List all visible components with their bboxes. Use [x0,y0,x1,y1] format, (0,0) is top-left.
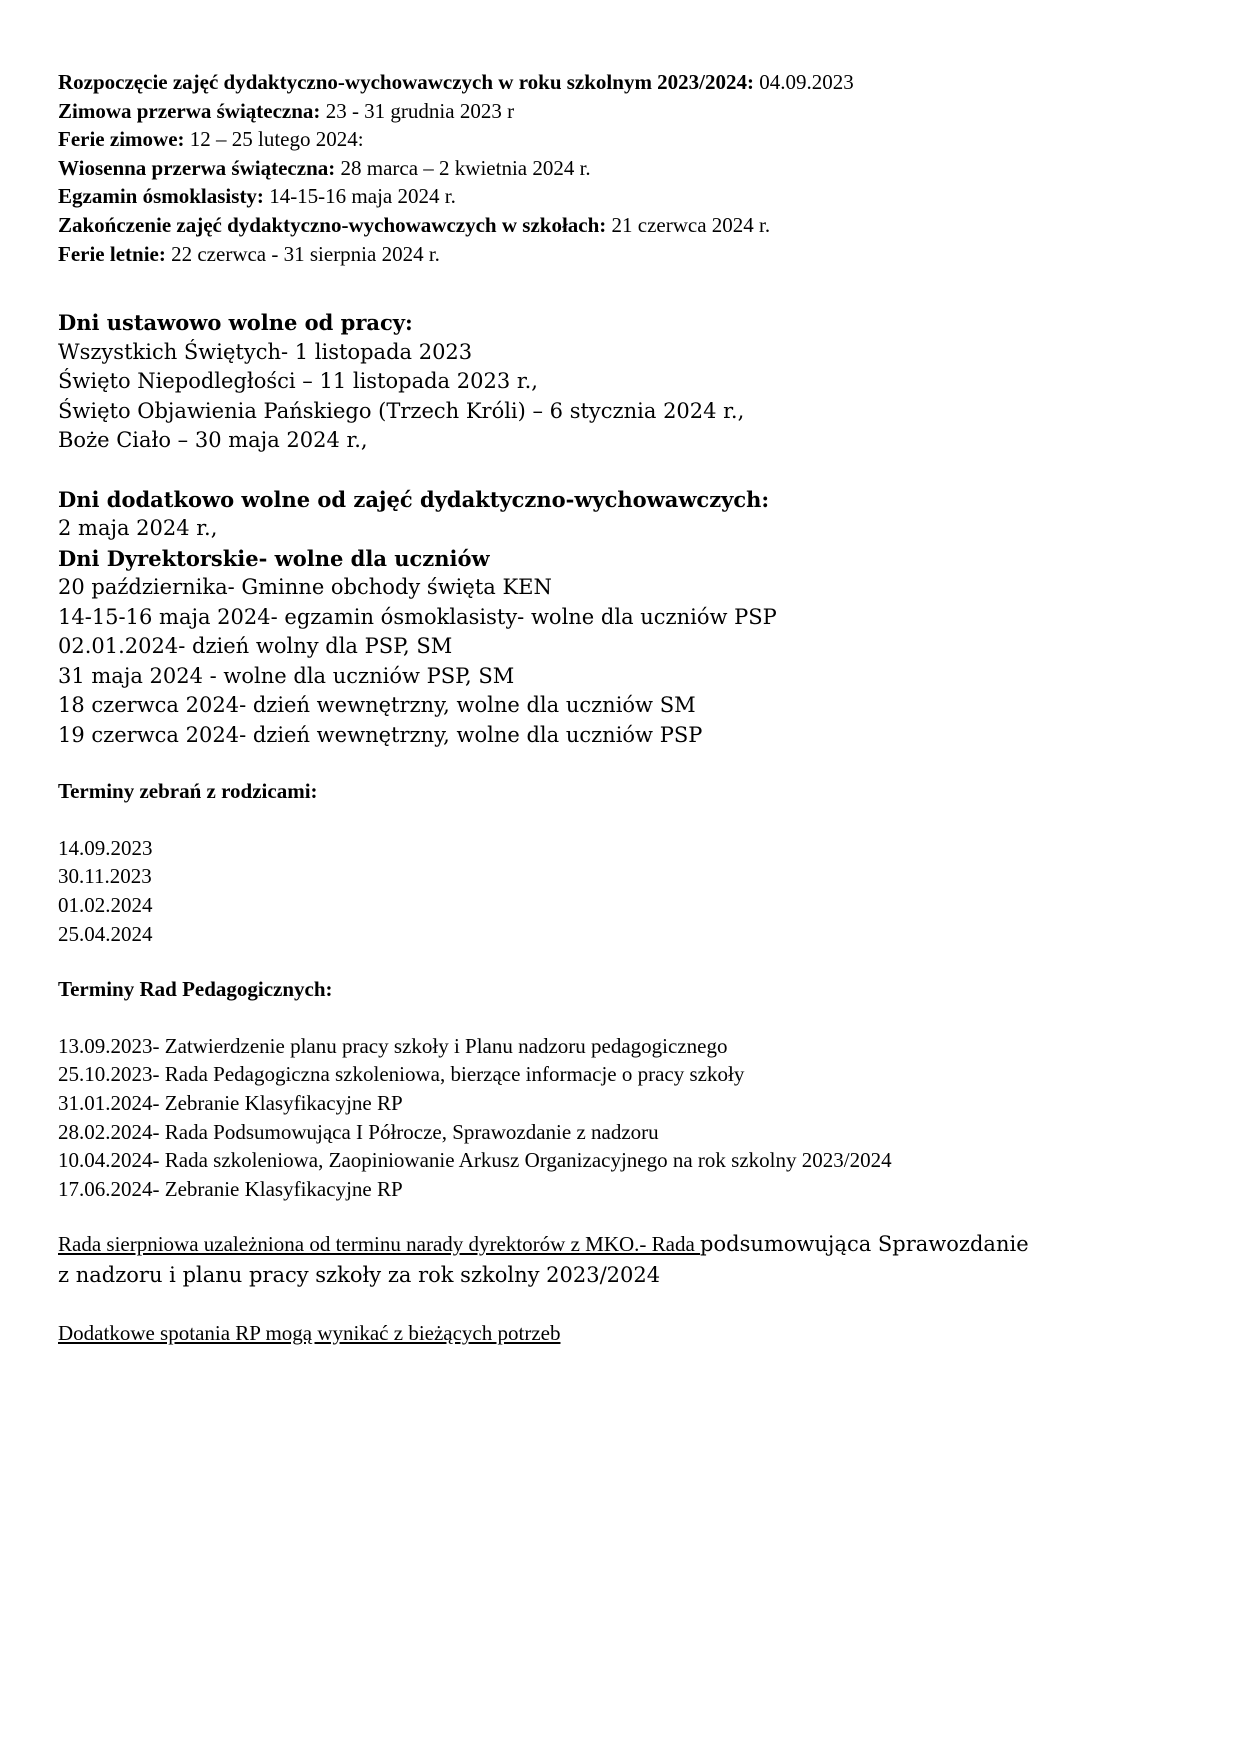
additional-days-off [58,485,1188,751]
calendar-value: 04.09.2023 [754,70,854,94]
holiday-item: Święto Objawienia Pańskiego (Trzech Króli) – 6 stycznia 2024 r., [58,398,745,423]
meeting-date: 30.11.2023 [58,864,152,889]
calendar-label: Ferie letnie: [58,241,166,266]
august-note-continuation: z nadzoru i planu pracy szkoły za rok szkolny 2023/2024 [58,1263,661,1288]
calendar-line-winter-break [58,97,1188,126]
calendar-line-spring-break [58,154,1188,183]
holiday-item: Święto Niepodległości – 11 listopada 2023 r., [58,369,538,394]
calendar-value: 22 czerwca - 31 sierpnia 2024 r. [165,241,440,266]
director-day-item: 19 czerwca 2024- dzień wewnętrzny, wolne dla uczniów PSP [58,722,703,747]
council-item: 13.09.2023- Zatwierdzenie planu pracy szkoły i Planu nadzoru pedagogicznego [58,1033,728,1058]
calendar-label: Zakończenie zajęć dydaktyczno-wychowawczych w szkołach: [58,212,607,237]
council-item: 10.04.2024- Rada szkoleniowa, Zaopiniowanie Arkusz Organizacyjnego na rok szkolny 2023/2024 [58,1148,892,1173]
public-holidays [58,308,1188,456]
director-day-item: 18 czerwca 2024- dzień wewnętrzny, wolne dla uczniów SM [58,693,696,718]
meeting-date: 25.04.2024 [58,921,153,946]
notes [58,1230,1188,1348]
meeting-date: 01.02.2024 [58,892,153,917]
calendar-line-exam [58,182,1188,211]
council-meetings [58,975,1188,1203]
calendar-label: Ferie zimowe: [58,127,185,152]
parent-meetings [58,777,1188,948]
director-day-item: 31 maja 2024 - wolne dla uczniów PSP, SM [58,663,515,688]
council-item: 25.10.2023- Rada Pedagogiczna szkoleniowa, bierzące informacje o pracy szkoły [58,1062,745,1087]
extra-day-item: 2 maja 2024 r., [58,516,218,541]
document-page [58,68,1188,1348]
holiday-item: Boże Ciało – 30 maja 2024 r., [58,428,368,453]
calendar-line-winter-holidays [58,125,1188,154]
school-calendar [58,68,1188,268]
calendar-line-summer [58,240,1188,269]
calendar-value: 14-15-16 maja 2024 r. [263,184,456,209]
holiday-item: Wszystkich Świętych- 1 listopada 2023 [58,339,473,364]
calendar-line-start [58,68,1188,97]
director-day-item: 02.01.2024- dzień wolny dla PSP, SM [58,634,453,659]
additional-meetings-note: Dodatkowe spotania RP mogą wynikać z bieżących potrzeb [58,1321,561,1346]
council-item: 28.02.2024- Rada Podsumowująca I Półrocze, Sprawozdanie z nadzoru [58,1119,659,1144]
calendar-label: Rozpoczęcie zajęć dydaktyczno-wychowawczych w roku szkolnym 2023/2024: [58,70,755,94]
section-heading: Terminy Rad Pedagogicznych: [58,977,333,1002]
calendar-value: 21 czerwca 2024 r. [606,212,771,237]
calendar-value: 23 - 31 grudnia 2023 r [320,98,515,123]
calendar-value: 12 – 25 lutego 2024: [184,127,364,152]
calendar-line-end [58,211,1188,240]
meeting-date: 14.09.2023 [58,835,153,860]
council-item: 17.06.2024- Zebranie Klasyfikacyjne RP [58,1176,403,1201]
section-heading: Dni dodatkowo wolne od zajęć dydaktyczno-wychowawczych: [58,486,770,512]
august-note-rest: podsumowująca Sprawozdanie [700,1232,1029,1257]
calendar-value: 28 marca – 2 kwietnia 2024 r. [335,155,591,180]
section-heading: Dni ustawowo wolne od pracy: [58,310,413,336]
calendar-label: Wiosenna przerwa świąteczna: [58,155,336,180]
august-note-underlined: Rada sierpniowa uzależniona od terminu narady dyrektorów z MKO.- Rada [58,1232,701,1257]
august-council-note [58,1230,1188,1261]
calendar-label: Zimowa przerwa świąteczna: [58,98,321,123]
director-days-heading: Dni Dyrektorskie- wolne dla uczniów [58,545,490,571]
calendar-label: Egzamin ósmoklasisty: [58,184,264,209]
council-item: 31.01.2024- Zebranie Klasyfikacyjne RP [58,1090,403,1115]
director-day-item: 14-15-16 maja 2024- egzamin ósmoklasisty- wolne dla uczniów PSP [58,604,777,629]
section-heading: Terminy zebrań z rodzicami: [58,779,318,804]
director-day-item: 20 października- Gminne obchody święta KEN [58,575,552,600]
